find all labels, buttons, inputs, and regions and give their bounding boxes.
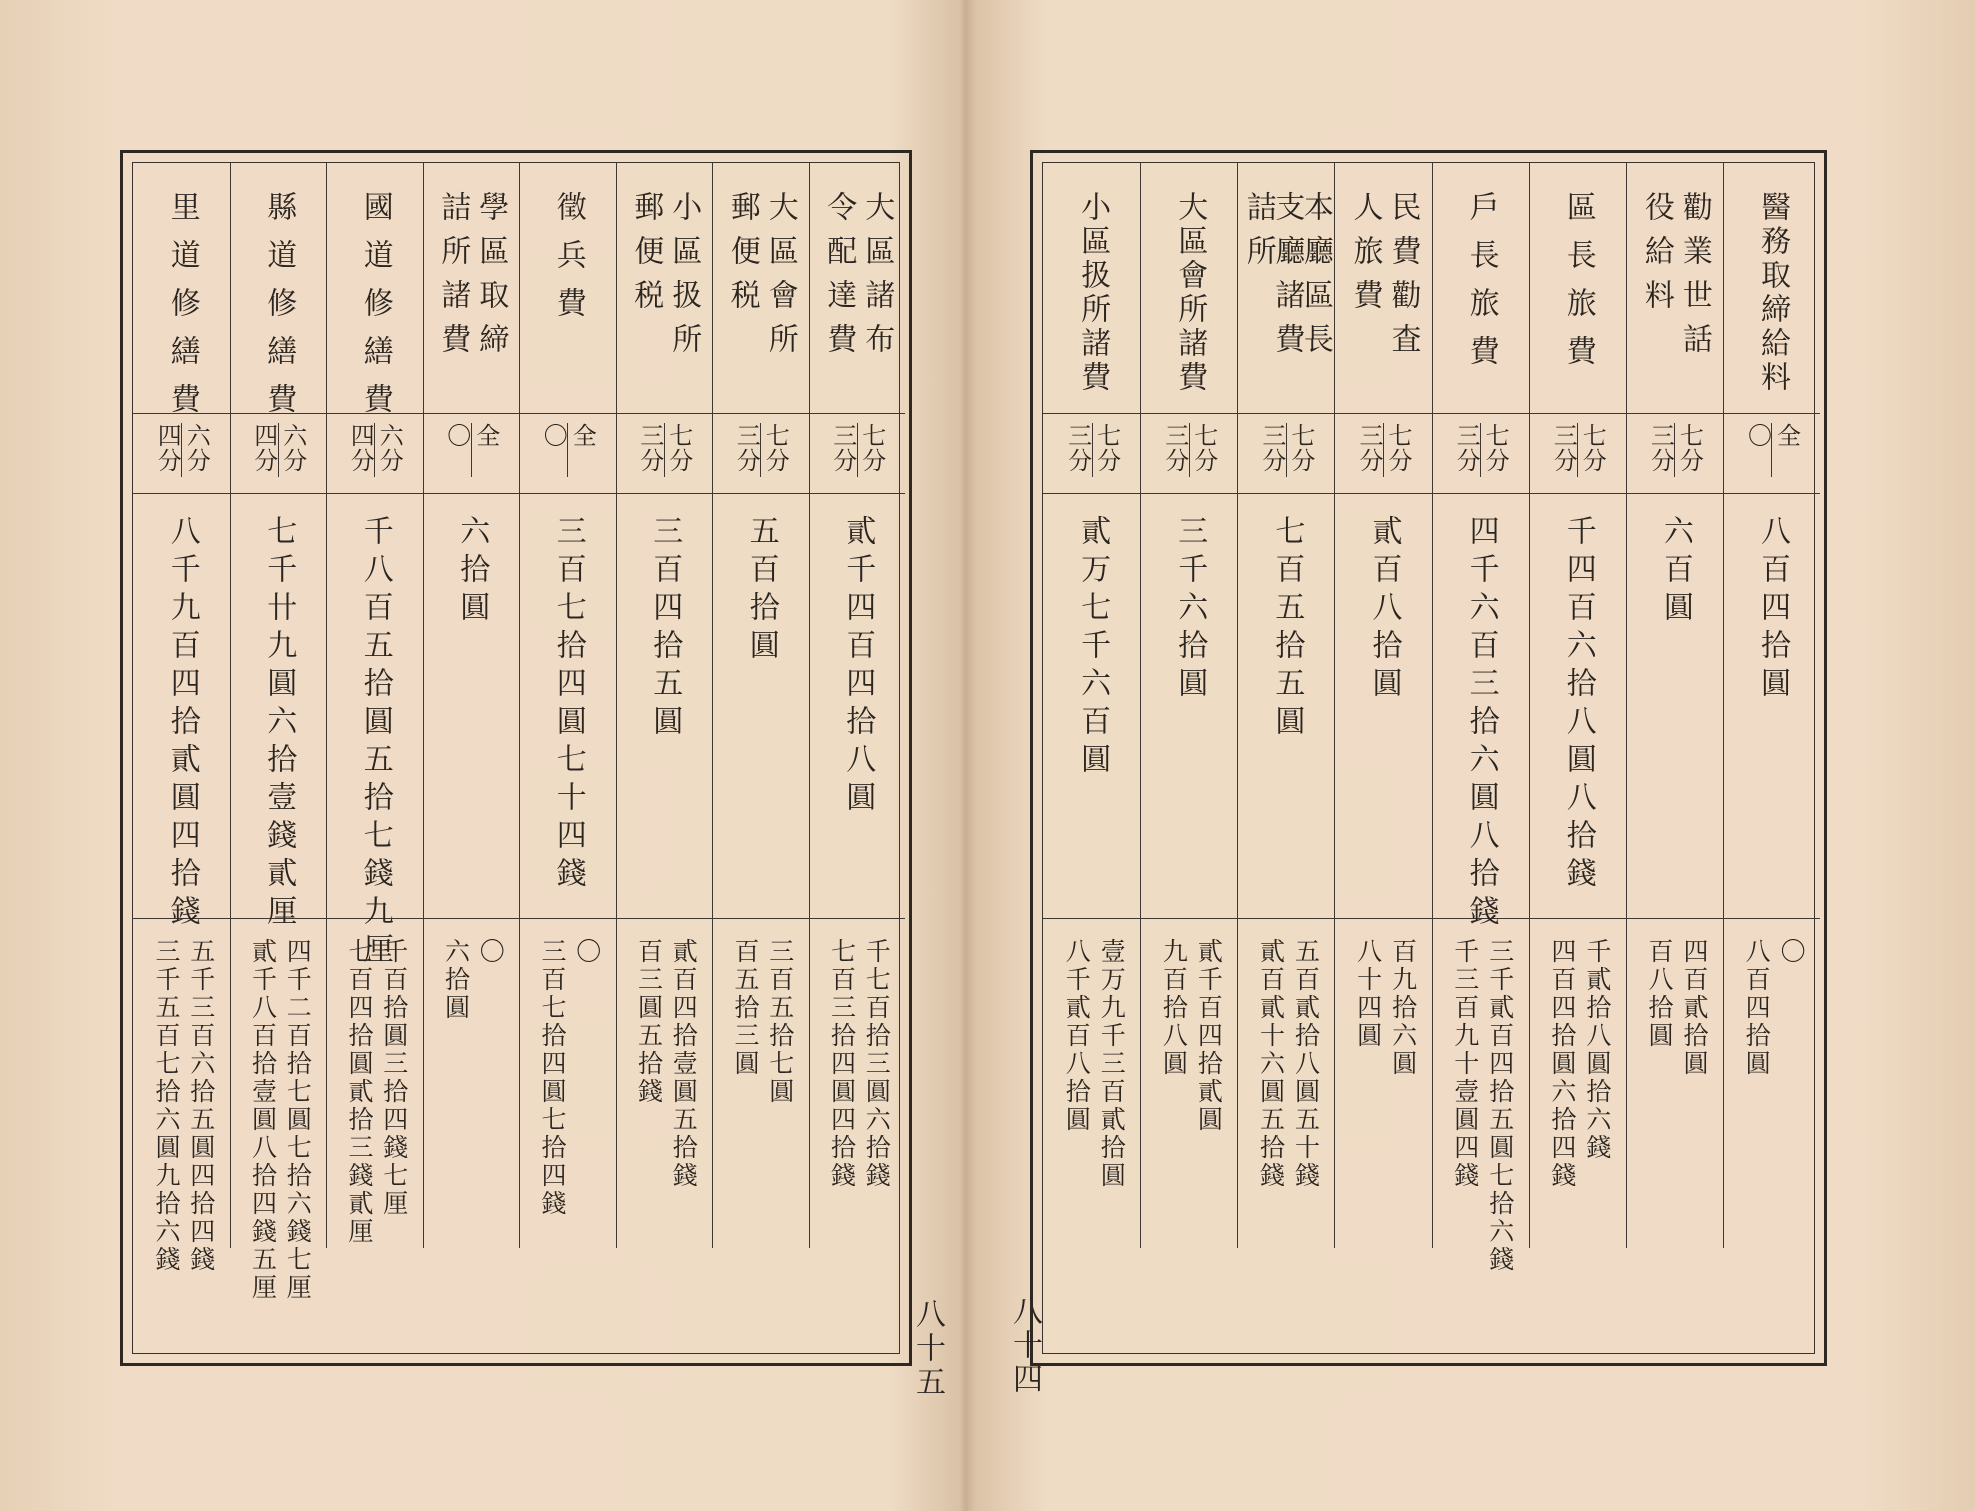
apportion-rate	[1549, 423, 1607, 477]
item-label: 小區扱所諸費	[1075, 191, 1111, 395]
item-label: 郵便税	[628, 191, 664, 323]
column-rule	[616, 163, 617, 1248]
item-label: 國道修繕費	[357, 191, 393, 431]
item-label: 令配達費	[821, 191, 857, 367]
rate-secondary: 三分	[1354, 423, 1383, 473]
apportion-rate	[828, 423, 886, 477]
rate-secondary: 三分	[1646, 423, 1675, 473]
item-label: 本廳區長	[1297, 191, 1333, 367]
apportion-rate	[1646, 423, 1704, 477]
amount: 貳百八拾圓	[1366, 515, 1402, 705]
rate-primary: 七分	[857, 423, 886, 473]
rate-secondary: 〇	[539, 423, 568, 448]
split-amount: 三千五百七拾六圓九拾六錢	[152, 938, 182, 1274]
rate-primary: 六分	[375, 423, 404, 473]
rate-primary: 全	[1772, 423, 1801, 448]
apportion-rate	[1743, 423, 1801, 477]
rate-primary: 七分	[1481, 423, 1510, 473]
rate-primary: 六分	[278, 423, 307, 473]
item-label: 里道修繕費	[164, 191, 200, 431]
item-label: 醫務取締給料	[1754, 191, 1790, 395]
apportion-rate	[539, 423, 597, 477]
split-amount: 千貳拾八圓拾六錢	[1582, 938, 1612, 1162]
item-label: 民費勸査	[1385, 191, 1421, 367]
item-label: 支廳諸費	[1269, 191, 1305, 367]
column-rule	[1626, 163, 1627, 1248]
item-label: 學區取締	[473, 191, 509, 367]
rate-secondary: 〇	[1743, 423, 1772, 448]
split-amount: 七百三拾四圓四拾錢	[827, 938, 857, 1190]
split-amount: 七百四拾圓貳拾三錢貳厘	[345, 938, 375, 1246]
split-amount: 百五拾三圓	[731, 938, 761, 1078]
split-amount: 千七百拾三圓六拾錢	[862, 938, 892, 1190]
left-table	[132, 162, 900, 1354]
amount: 四千六百三拾六圓八拾錢	[1463, 515, 1499, 933]
split-amount: 百九拾六圓	[1388, 938, 1418, 1078]
split-amount: 貳百四拾壹圓五拾錢	[669, 938, 699, 1190]
split-amount: 千百拾圓三拾四錢七厘	[379, 938, 409, 1218]
column-rule	[230, 163, 231, 1248]
apportion-rate	[732, 423, 790, 477]
amount: 七千卄九圓六拾壹錢貳厘	[261, 515, 297, 933]
split-amount: 四千二百拾七圓七拾六錢七厘	[283, 938, 313, 1302]
amount: 八千九百四拾貳圓四拾錢	[164, 515, 200, 933]
rate-primary: 七分	[1189, 423, 1218, 473]
rate-secondary: 三分	[828, 423, 857, 473]
apportion-rate	[1354, 423, 1412, 477]
amount: 貳万七千六百圓	[1075, 515, 1111, 781]
amount: 六百圓	[1657, 515, 1693, 629]
item-label: 大區會所	[762, 191, 798, 367]
item-label: 戶長旅費	[1463, 191, 1499, 383]
column-rule	[1529, 163, 1530, 1248]
rate-secondary: 三分	[1452, 423, 1481, 473]
split-amount: 四百貳拾圓	[1679, 938, 1709, 1078]
column-rule	[1140, 163, 1141, 1248]
split-amount: 貳千八百拾壹圓八拾四錢五厘	[248, 938, 278, 1302]
item-label: 詰所	[1240, 191, 1276, 279]
column-rule	[519, 163, 520, 1248]
amount: 千八百五拾圓五拾七錢九厘	[357, 515, 393, 971]
apportion-rate	[635, 423, 693, 477]
apportion-rate	[1452, 423, 1510, 477]
item-label: 詰所諸費	[435, 191, 471, 367]
item-label: 縣道修繕費	[261, 191, 297, 431]
item-label: 役給料	[1638, 191, 1674, 323]
rate-primary: 七分	[1675, 423, 1704, 473]
amount: 貳千四百四拾八圓	[840, 515, 876, 819]
rate-primary: 七分	[761, 423, 790, 473]
rate-secondary: 三分	[1257, 423, 1286, 473]
split-amount: 〇	[476, 938, 506, 966]
item-label: 大區會所諸費	[1172, 191, 1208, 395]
item-label: 區長旅費	[1560, 191, 1596, 383]
split-amount: 千三百九十壹圓四錢	[1450, 938, 1480, 1190]
left-page-number: 八十五	[910, 1298, 945, 1400]
split-amount: 五百貳拾八圓五十錢	[1291, 938, 1321, 1190]
rate-secondary: 三分	[732, 423, 761, 473]
rate-secondary: 三分	[1063, 423, 1092, 473]
split-amount: 八十四圓	[1353, 938, 1383, 1050]
rate-secondary: 三分	[1549, 423, 1578, 473]
split-amount: 九百拾八圓	[1159, 938, 1189, 1078]
column-rule	[1723, 163, 1724, 1248]
split-amount: 〇	[1777, 938, 1807, 966]
rate-secondary: 三分	[635, 423, 664, 473]
apportion-rate	[1160, 423, 1218, 477]
item-label: 小區扱所	[666, 191, 702, 367]
split-amount: 三百七拾四圓七拾四錢	[538, 938, 568, 1218]
item-label: 徵兵費	[550, 191, 586, 335]
apportion-rate	[346, 423, 404, 477]
amount: 三千六拾圓	[1172, 515, 1208, 705]
apportion-rate	[442, 423, 500, 477]
rate-primary: 六分	[182, 423, 211, 473]
item-label: 大區諸布	[859, 191, 895, 367]
right-page-frame	[1030, 150, 1827, 1366]
column-rule	[809, 163, 810, 1248]
rate-secondary: 四分	[346, 423, 375, 473]
right-table	[1042, 162, 1815, 1354]
left-page-frame	[120, 150, 912, 1366]
split-amount: 壹万九千三百貳拾圓	[1097, 938, 1127, 1190]
split-amount: 八百四拾圓	[1742, 938, 1772, 1078]
column-rule	[326, 163, 327, 1248]
rate-secondary: 四分	[153, 423, 182, 473]
item-label: 人旅費	[1347, 191, 1383, 323]
amount: 七百五拾五圓	[1269, 515, 1305, 743]
column-rule	[712, 163, 713, 1248]
split-amount: 貳百貳十六圓五拾錢	[1256, 938, 1286, 1190]
apportion-rate	[249, 423, 307, 477]
amount: 五百拾圓	[743, 515, 779, 667]
amount: 千四百六拾八圓八拾錢	[1560, 515, 1596, 895]
column-rule	[423, 163, 424, 1248]
rate-secondary: 四分	[249, 423, 278, 473]
column-rule	[1432, 163, 1433, 1248]
apportion-rate	[1257, 423, 1315, 477]
rate-primary: 七分	[1383, 423, 1412, 473]
item-label: 勸業世話	[1676, 191, 1712, 367]
split-amount: 八千貳百八拾圓	[1062, 938, 1092, 1134]
item-label: 郵便税	[724, 191, 760, 323]
split-amount: 四百四拾圓六拾四錢	[1547, 938, 1577, 1190]
apportion-rate	[153, 423, 211, 477]
split-amount: 〇	[572, 938, 602, 966]
amount: 三百四拾五圓	[647, 515, 683, 743]
split-amount: 貳千百四拾貳圓	[1194, 938, 1224, 1134]
right-page-number: 八十四	[1007, 1295, 1042, 1397]
amount: 六拾圓	[454, 515, 490, 629]
rate-primary: 七分	[1578, 423, 1607, 473]
split-amount: 百八拾圓	[1645, 938, 1675, 1050]
apportion-rate	[1063, 423, 1121, 477]
split-amount: 三千貳百四拾五圓七拾六錢	[1485, 938, 1515, 1274]
rate-secondary: 三分	[1160, 423, 1189, 473]
rate-primary: 全	[568, 423, 597, 448]
rate-secondary: 〇	[442, 423, 471, 448]
rate-primary: 七分	[664, 423, 693, 473]
amount: 八百四拾圓	[1754, 515, 1790, 705]
amount: 三百七拾四圓七十四錢	[550, 515, 586, 895]
column-rule	[1237, 163, 1238, 1248]
rate-primary: 全	[471, 423, 500, 448]
column-rule	[1334, 163, 1335, 1248]
split-amount: 百三圓五拾錢	[634, 938, 664, 1106]
split-amount: 三百五拾七圓	[765, 938, 795, 1106]
rate-primary: 七分	[1286, 423, 1315, 473]
split-amount: 五千三百六拾五圓四拾四錢	[186, 938, 216, 1274]
rate-primary: 七分	[1092, 423, 1121, 473]
split-amount: 六拾圓	[441, 938, 471, 1022]
